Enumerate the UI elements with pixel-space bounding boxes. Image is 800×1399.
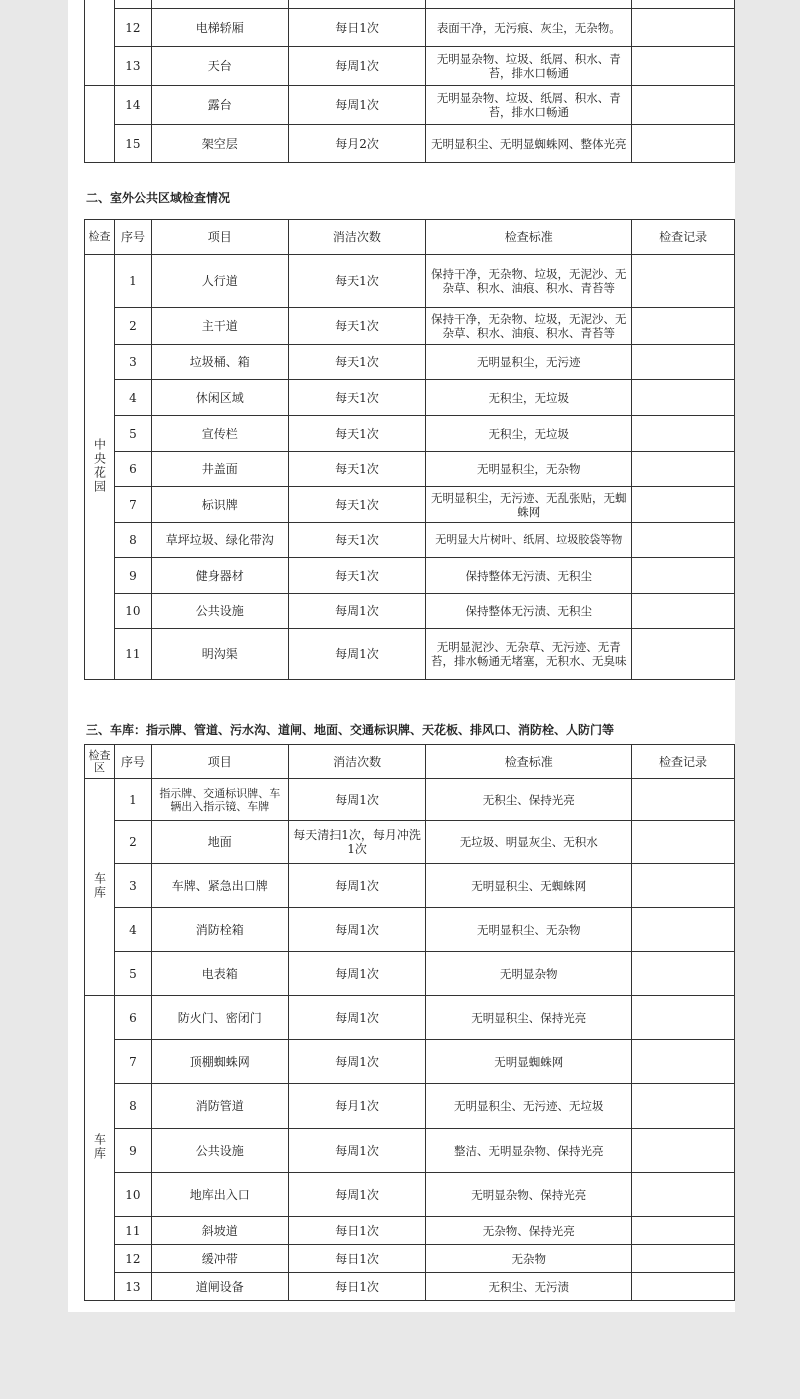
row-record <box>632 1084 735 1129</box>
row-item: 标识牌 <box>151 487 288 523</box>
table-row <box>85 1173 735 1217</box>
table-row <box>85 86 735 125</box>
row-item: 指示牌、交通标识牌、车辆出入指示镜、车牌 <box>151 779 288 821</box>
row-item: 垃圾桶、箱 <box>151 345 288 380</box>
row-number: 9 <box>114 558 151 594</box>
row-item: 架空层 <box>151 125 288 163</box>
row-standard: 无积尘、保持光亮 <box>426 779 632 821</box>
table-row <box>85 452 735 487</box>
header-frequency: 消洁次数 <box>288 745 426 779</box>
row-item: 露台 <box>151 86 288 125</box>
group-cell <box>85 86 115 163</box>
row-frequency: 每周1次 <box>288 47 426 86</box>
row-item: 缓冲带 <box>151 1245 288 1273</box>
row-standard: 无杂物、保持光亮 <box>426 1217 632 1245</box>
row-frequency: 每周1次 <box>288 1040 426 1084</box>
row-item: 地库出入口 <box>151 1173 288 1217</box>
row-item: 地面 <box>151 821 288 864</box>
row-standard: 无明显泥沙、无杂草、无污迹、无青苔，排水畅通无堵塞，无积水、无臭味 <box>426 629 632 680</box>
row-frequency: 每日1次 <box>288 1273 426 1301</box>
table-row <box>85 1245 735 1273</box>
table-row <box>85 779 735 821</box>
row-number: 11 <box>114 1217 151 1245</box>
row-number: 2 <box>114 308 151 345</box>
header-area: 检查区 <box>85 745 115 779</box>
row-frequency: 每天1次 <box>288 487 426 523</box>
row-record <box>632 952 735 996</box>
group-cell <box>85 0 115 86</box>
row-item: 电梯轿厢 <box>151 9 288 47</box>
row-frequency: 每天1次 <box>288 452 426 487</box>
row-number: 3 <box>114 345 151 380</box>
row-item: 井盖面 <box>151 452 288 487</box>
row-frequency: 每周1次 <box>288 1129 426 1173</box>
row-standard: 无明显积尘、无杂物 <box>426 908 632 952</box>
row-number: 6 <box>114 452 151 487</box>
table-row <box>85 125 735 163</box>
row-item: 休闲区域 <box>151 380 288 416</box>
row-item: 消防栓箱 <box>151 908 288 952</box>
row-frequency: 每周1次 <box>288 864 426 908</box>
table-row <box>85 908 735 952</box>
row-number: 7 <box>114 1040 151 1084</box>
row-standard: 无明显积尘，无污迹、无乱张贴，无蜘蛛网 <box>426 487 632 523</box>
row-item: 消防管道 <box>151 1084 288 1129</box>
row-item: 明沟渠 <box>151 629 288 680</box>
row-number: 10 <box>114 1173 151 1217</box>
row-record <box>632 9 735 47</box>
table-row <box>85 1084 735 1129</box>
table-row <box>85 9 735 47</box>
garage-table <box>84 744 735 1301</box>
row-number: 4 <box>114 908 151 952</box>
table-row <box>85 523 735 558</box>
row-number: 12 <box>114 9 151 47</box>
table-row <box>85 416 735 452</box>
row-item: 电表箱 <box>151 952 288 996</box>
section-heading-garage: 三、车库：指示牌、管道、污水沟、道闸、地面、交通标识牌、天花板、排风口、消防栓、人防门等 <box>86 723 615 737</box>
table-row <box>85 47 735 86</box>
row-frequency: 每周1次 <box>288 1173 426 1217</box>
table-row <box>85 996 735 1040</box>
row-standard: 保持整体无污渍、无积尘 <box>426 594 632 629</box>
header-record: 检查记录 <box>632 220 735 255</box>
header-area: 检查 <box>85 220 115 255</box>
row-standard: 无明显积尘，无污迹 <box>426 345 632 380</box>
row-item: 公共设施 <box>151 594 288 629</box>
row-frequency: 每日1次 <box>288 1245 426 1273</box>
row-number: 1 <box>114 255 151 308</box>
row-item: 斜坡道 <box>151 1217 288 1245</box>
row-frequency: 每日1次 <box>288 9 426 47</box>
row-standard: 无明显杂物、垃圾、纸屑、积水、青苔，排水口畅通 <box>426 86 632 125</box>
row-frequency: 每周1次 <box>288 779 426 821</box>
row-item: 公共设施 <box>151 1129 288 1173</box>
row-item: 人行道 <box>151 255 288 308</box>
row-standard: 无积尘，无垃圾 <box>426 380 632 416</box>
row-standard: 表面干净，无污痕、灰尘，无杂物。 <box>426 9 632 47</box>
table-header-row <box>85 220 735 255</box>
row-frequency: 每天1次 <box>288 416 426 452</box>
table-row <box>85 629 735 680</box>
row-frequency: 每天1次 <box>288 255 426 308</box>
row-frequency: 每天1次 <box>288 380 426 416</box>
row-record <box>632 47 735 86</box>
header-standard: 检查标准 <box>426 745 632 779</box>
row-number: 3 <box>114 864 151 908</box>
table-row <box>85 345 735 380</box>
row-frequency: 每天1次 <box>288 558 426 594</box>
row-record <box>632 308 735 345</box>
table-row <box>85 952 735 996</box>
row-standard: 无明显积尘，无杂物 <box>426 452 632 487</box>
table-row <box>85 1273 735 1301</box>
row-standard: 无明显杂物、垃圾、纸屑、积水、青苔，排水口畅通 <box>426 47 632 86</box>
table-row <box>85 594 735 629</box>
header-item: 项目 <box>151 745 288 779</box>
row-standard: 无积尘，无垃圾 <box>426 416 632 452</box>
table-row <box>85 255 735 308</box>
row-item: 健身器材 <box>151 558 288 594</box>
header-record: 检查记录 <box>632 745 735 779</box>
row-item: 天台 <box>151 47 288 86</box>
table-row <box>85 1129 735 1173</box>
row-number: 9 <box>114 1129 151 1173</box>
table-row <box>85 308 735 345</box>
row-number: 10 <box>114 594 151 629</box>
row-record <box>632 996 735 1040</box>
outdoor-area-table <box>84 219 735 680</box>
row-record <box>632 779 735 821</box>
row-frequency: 每周1次 <box>288 629 426 680</box>
row-record <box>632 1173 735 1217</box>
row-number: 14 <box>114 86 151 125</box>
row-frequency: 每周1次 <box>288 908 426 952</box>
row-frequency: 每天1次 <box>288 523 426 558</box>
row-standard: 无明显积尘、保持光亮 <box>426 996 632 1040</box>
row-record <box>632 380 735 416</box>
row-standard: 无明显杂物、保持光亮 <box>426 1173 632 1217</box>
header-number: 序号 <box>114 220 151 255</box>
row-frequency: 每周1次 <box>288 86 426 125</box>
table-header-row <box>85 745 735 779</box>
row-record <box>632 487 735 523</box>
row-item: 顶棚蜘蛛网 <box>151 1040 288 1084</box>
row-standard: 无杂物 <box>426 1245 632 1273</box>
row-frequency: 每周1次 <box>288 996 426 1040</box>
row-record <box>632 908 735 952</box>
header-standard: 检查标准 <box>426 220 632 255</box>
row-record <box>632 629 735 680</box>
row-number: 11 <box>114 629 151 680</box>
section-heading-outdoor: 二、室外公共区域检查情况 <box>86 191 231 205</box>
group-label-garage-1: 车库 <box>85 779 115 996</box>
row-record <box>632 1245 735 1273</box>
row-standard: 无积尘、无污渍 <box>426 1273 632 1301</box>
header-item: 项目 <box>151 220 288 255</box>
table-row <box>85 558 735 594</box>
row-standard: 无明显蜘蛛网 <box>426 1040 632 1084</box>
row-record <box>632 345 735 380</box>
row-record <box>632 86 735 125</box>
header-frequency: 消洁次数 <box>288 220 426 255</box>
row-standard: 无明显积尘、无明显蜘蛛网、整体光亮 <box>426 125 632 163</box>
row-record <box>632 821 735 864</box>
row-item: 草坪垃圾、绿化带沟 <box>151 523 288 558</box>
row-standard: 整洁、无明显杂物、保持光亮 <box>426 1129 632 1173</box>
row-number: 1 <box>114 779 151 821</box>
row-frequency: 每周1次 <box>288 594 426 629</box>
row-frequency: 每月1次 <box>288 1084 426 1129</box>
row-record <box>632 452 735 487</box>
row-number: 7 <box>114 487 151 523</box>
row-number: 15 <box>114 125 151 163</box>
row-number: 13 <box>114 1273 151 1301</box>
row-number: 13 <box>114 47 151 86</box>
row-standard: 保持整体无污渍、无积尘 <box>426 558 632 594</box>
row-frequency: 每天1次 <box>288 308 426 345</box>
row-frequency: 每周1次 <box>288 952 426 996</box>
row-number: 4 <box>114 380 151 416</box>
table-row <box>85 487 735 523</box>
group-label-garage-2: 车库 <box>85 996 115 1301</box>
row-standard: 无明显积尘、无蜘蛛网 <box>426 864 632 908</box>
header-number: 序号 <box>114 745 151 779</box>
row-number: 8 <box>114 523 151 558</box>
row-record <box>632 255 735 308</box>
document-page <box>68 0 735 1312</box>
row-number: 8 <box>114 1084 151 1129</box>
row-record <box>632 416 735 452</box>
table-row <box>85 821 735 864</box>
group-label-central-garden: 中央花园 <box>85 255 115 680</box>
row-record <box>632 1129 735 1173</box>
row-frequency: 每日1次 <box>288 1217 426 1245</box>
row-record <box>632 1273 735 1301</box>
table-row <box>85 864 735 908</box>
row-standard: 无明显杂物 <box>426 952 632 996</box>
row-record <box>632 1040 735 1084</box>
table-row <box>85 1217 735 1245</box>
row-number: 6 <box>114 996 151 1040</box>
row-number: 5 <box>114 416 151 452</box>
row-record <box>632 558 735 594</box>
row-number: 12 <box>114 1245 151 1273</box>
row-record <box>632 523 735 558</box>
row-item: 车牌、紧急出口牌 <box>151 864 288 908</box>
row-item: 主干道 <box>151 308 288 345</box>
row-frequency: 每月2次 <box>288 125 426 163</box>
row-record <box>632 1217 735 1245</box>
table-row <box>85 380 735 416</box>
row-number: 5 <box>114 952 151 996</box>
table-row <box>85 0 735 9</box>
row-standard: 保持干净，无杂物、垃圾，无泥沙、无杂草、积水、油痕、积水、青苔等 <box>426 255 632 308</box>
row-record <box>632 125 735 163</box>
row-standard: 无垃圾、明显灰尘、无积水 <box>426 821 632 864</box>
row-item: 宣传栏 <box>151 416 288 452</box>
row-item: 防火门、密闭门 <box>151 996 288 1040</box>
row-frequency: 每天清扫1次，每月冲洗1次 <box>288 821 426 864</box>
indoor-area-table-continued <box>84 0 735 163</box>
row-standard: 无明显大片树叶、纸屑、垃圾胶袋等物 <box>426 523 632 558</box>
row-frequency: 每天1次 <box>288 345 426 380</box>
table-row <box>85 1040 735 1084</box>
row-item: 道闸设备 <box>151 1273 288 1301</box>
row-record <box>632 864 735 908</box>
row-record <box>632 594 735 629</box>
row-standard: 无明显积尘、无污迹、无垃圾 <box>426 1084 632 1129</box>
row-number: 2 <box>114 821 151 864</box>
row-standard: 保持干净，无杂物、垃圾，无泥沙、无杂草、积水、油痕、积水、青苔等 <box>426 308 632 345</box>
